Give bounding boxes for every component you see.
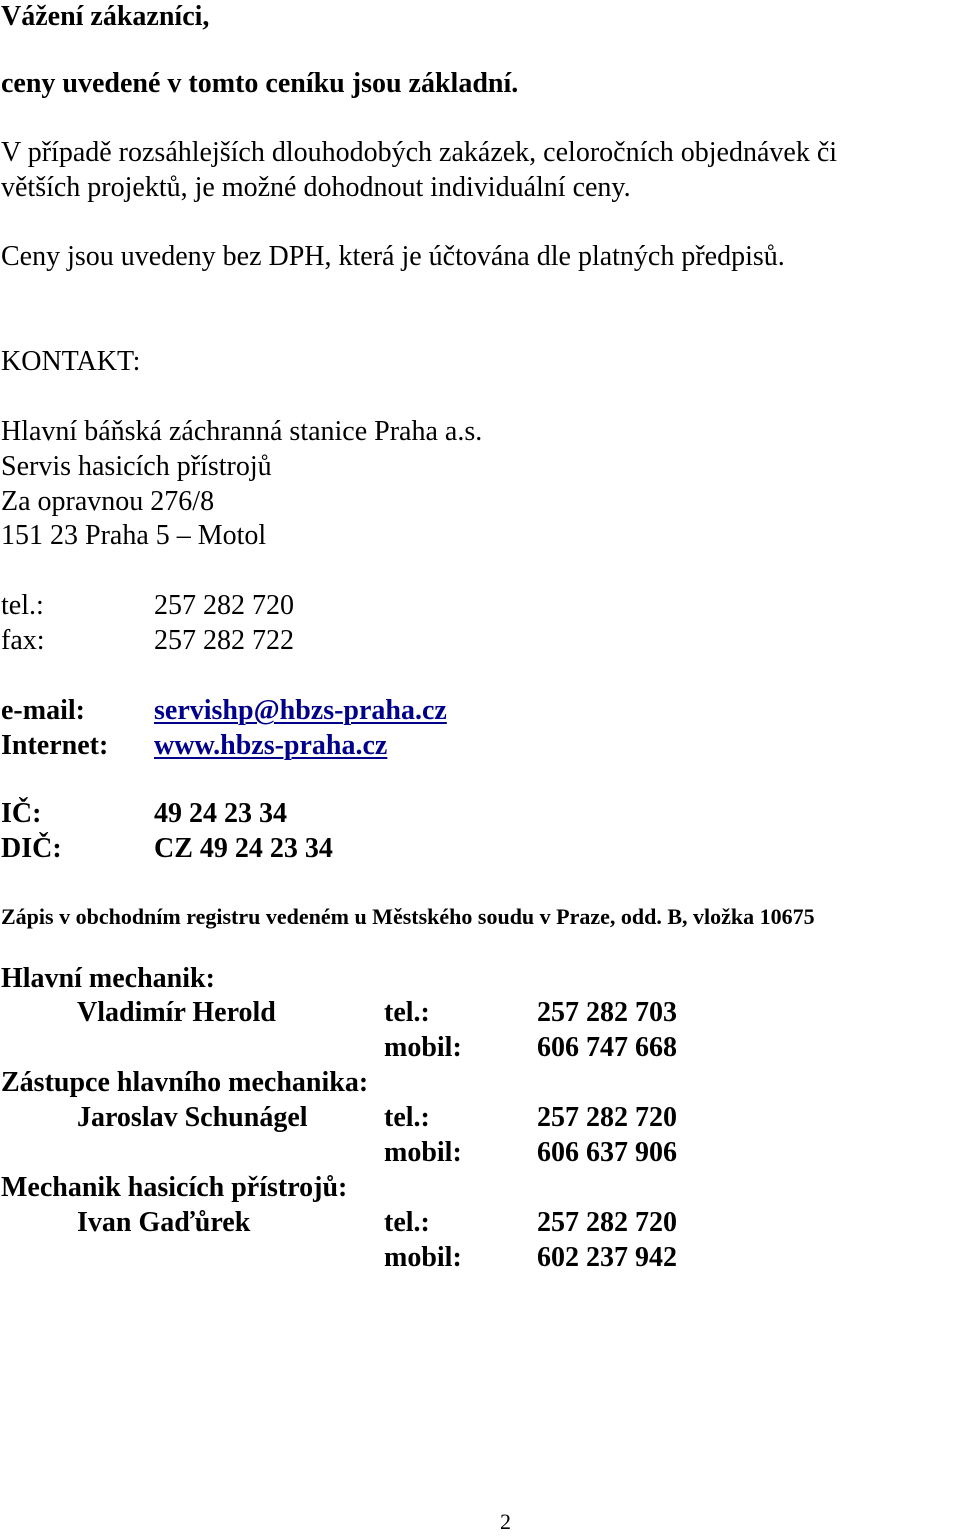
- chief-mechanic-name: Vladimír Herold: [77, 997, 276, 1028]
- web-label: Internet:: [1, 730, 109, 761]
- email-row: [1, 694, 447, 728]
- fax-value: 257 282 722: [154, 625, 294, 656]
- ic-value: 49 24 23 34: [154, 798, 287, 829]
- chief-mechanic-role: Hlavní mechanik:: [1, 963, 215, 994]
- deputy-mechanic-name: Jaroslav Schunágel: [77, 1102, 308, 1133]
- chief-tel-value: 257 282 703: [537, 997, 677, 1028]
- mechanic-tel-label: tel.:: [384, 1207, 430, 1238]
- fax-row: [1, 624, 294, 658]
- extinguisher-mechanic-role: Mechanik hasicích přístrojů:: [1, 1172, 348, 1203]
- vat-text: Ceny jsou uvedeny bez DPH, která je účtována dle platných předpisů.: [1, 241, 785, 272]
- web-row: [1, 729, 388, 763]
- email-link[interactable]: servishp@hbzs-praha.cz: [154, 695, 447, 726]
- basic-prices-text: ceny uvedené v tomto ceníku jsou základní.: [1, 68, 519, 99]
- deputy-tel-label: tel.:: [384, 1102, 430, 1133]
- individual-prices-line-2: větších projektů, je možné dohodnout individuální ceny.: [1, 172, 631, 203]
- tel-label: tel.:: [1, 590, 44, 621]
- deputy-tel-value: 257 282 720: [537, 1102, 677, 1133]
- address-city: 151 23 Praha 5 – Motol: [1, 520, 267, 551]
- mechanic-mobil-label: mobil:: [384, 1242, 462, 1273]
- tel-value: 257 282 720: [154, 590, 294, 621]
- dic-value: CZ 49 24 23 34: [154, 833, 333, 864]
- registry-text: Zápis v obchodním registru vedeném u Městského soudu v Praze, odd. B, vložka 10675: [1, 904, 815, 929]
- individual-prices-line-1: V případě rozsáhlejších dlouhodobých zakázek, celoročních objednávek či: [1, 137, 838, 168]
- fax-label: fax:: [1, 625, 45, 656]
- ic-label: IČ:: [1, 798, 42, 829]
- chief-mobil-value: 606 747 668: [537, 1032, 677, 1063]
- deputy-mechanic-role: Zástupce hlavního mechanika:: [1, 1067, 369, 1098]
- chief-mobil-label: mobil:: [384, 1032, 462, 1063]
- chief-tel-label: tel.:: [384, 997, 430, 1028]
- extinguisher-mechanic-name: Ivan Gaďůrek: [77, 1207, 251, 1238]
- page-number: 2: [500, 1509, 511, 1534]
- dic-row: [1, 832, 333, 866]
- deputy-mobil-label: mobil:: [384, 1137, 462, 1168]
- tel-row: [1, 589, 294, 623]
- dic-label: DIČ:: [1, 833, 62, 864]
- contact-heading: KONTAKT:: [1, 346, 141, 377]
- deputy-mobil-value: 606 637 906: [537, 1137, 677, 1168]
- email-label: e-mail:: [1, 695, 85, 726]
- ic-row: [1, 797, 287, 831]
- department-name: Servis hasicích přístrojů: [1, 451, 272, 482]
- address-street: Za opravnou 276/8: [1, 486, 215, 517]
- mechanic-tel-value: 257 282 720: [537, 1207, 677, 1238]
- web-link[interactable]: www.hbzs-praha.cz: [154, 730, 388, 761]
- greeting: Vážení zákazníci,: [1, 1, 210, 32]
- mechanic-mobil-value: 602 237 942: [537, 1242, 677, 1273]
- org-name: Hlavní báňská záchranná stanice Praha a.s.: [1, 416, 483, 447]
